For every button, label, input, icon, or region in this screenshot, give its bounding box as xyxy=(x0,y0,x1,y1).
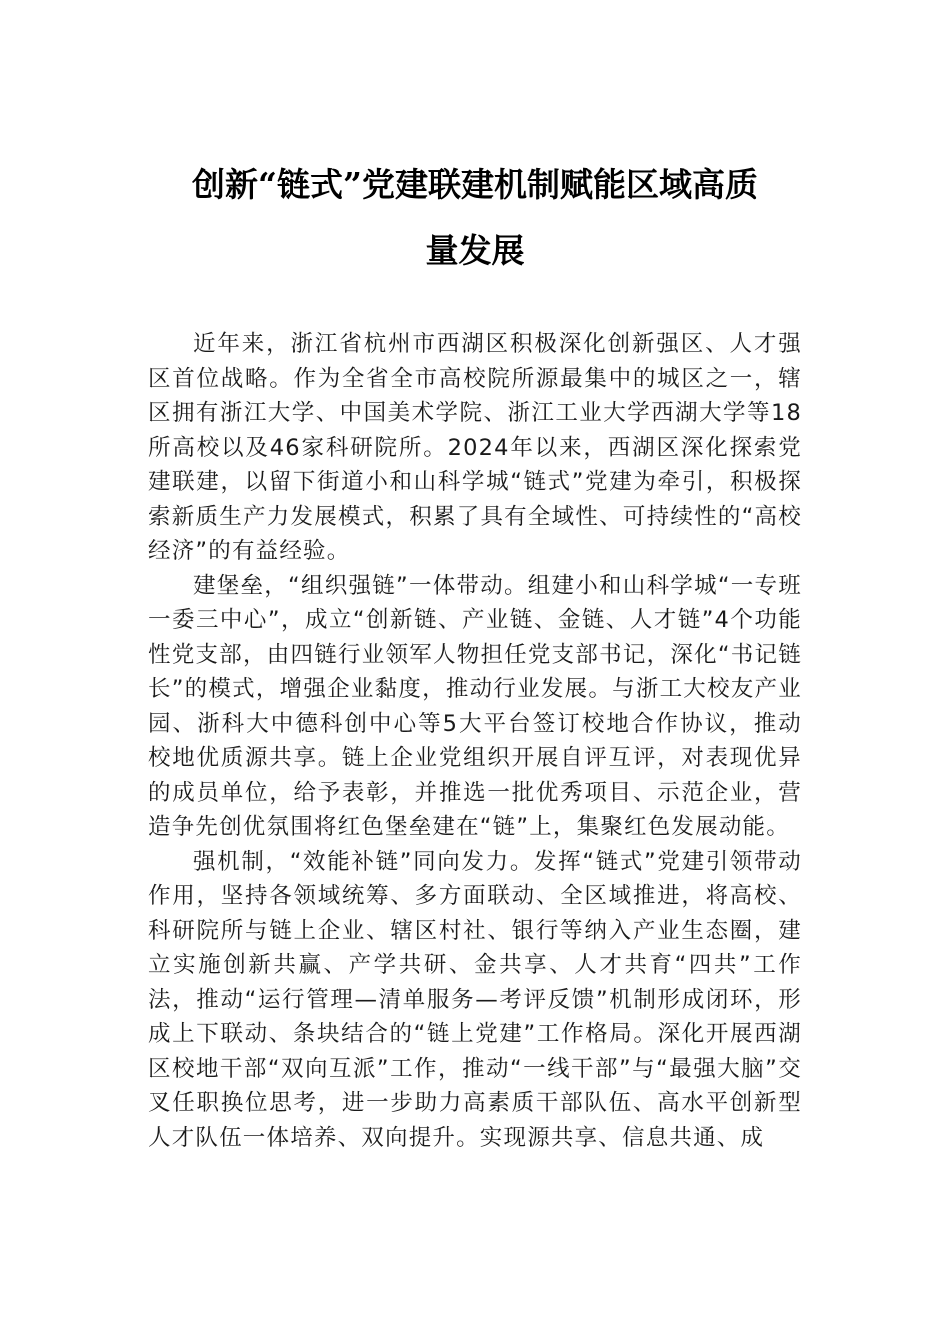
document-title-line-1: 创新“链式”党建联建机制赋能区域高质 xyxy=(192,165,758,204)
paragraph-mechanism: 强机制，“效能补链”同向发力。发挥“链式”党建引领带动作用，坚持各领域统筹、多方面联动、全区域推进，将高校、科研院所与链上企业、辖区村社、银行等纳入产业生态圈，建立实施创新共赢、产学共研、金共享、人才共育“四共”工作法，推动“运行管理—清单服务—考评反馈”机制形成闭环，形成上下联动、条块结合的“链上党建”工作格局。深化开展西湖区校地干部“双向互派”工作，推动“一线干部”与“最强大脑”交叉任职换位思考，进一步助力高素质干部队伍、高水平创新型人才队伍一体培养、双向提升。实现源共享、信息共通、成 xyxy=(148,848,802,1151)
document-body xyxy=(148,327,802,1155)
document-title-line-2: 量发展 xyxy=(425,231,525,270)
paragraph-intro: 近年来，浙江省杭州市西湖区积极深化创新强区、人才强区首位战略。作为全省全市高校院所源最集中的城区之一，辖区拥有浙江大学、中国美术学院、浙江工业大学西湖大学等18所高校以及46家科研院所。2024年以来，西湖区深化探索党建联建，以留下街道小和山科学城“链式”党建为牵引，积极探索新质生产力发展模式，积累了具有全域性、可持续性的“高校经济”的有益经验。 xyxy=(148,331,802,564)
paragraph-organization: 建堡垒，“组织强链”一体带动。组建小和山科学城“一专班一委三中心”，成立“创新链、产业链、金链、人才链”4个功能性党支部，由四链行业领军人物担任党支部书记，深化“书记链长”的模式，增强企业黏度，推动行业发展。与浙工大校友产业园、浙科大中德科创中心等5大平台签订校地合作协议，推动校地优质源共享。链上企业党组织开展自评互评，对表现优异的成员单位，给予表彰，并推选一批优秀项目、示范企业，营造争先创优氛围将红色堡垒建在“链”上，集聚红色发展动能。 xyxy=(148,572,802,840)
